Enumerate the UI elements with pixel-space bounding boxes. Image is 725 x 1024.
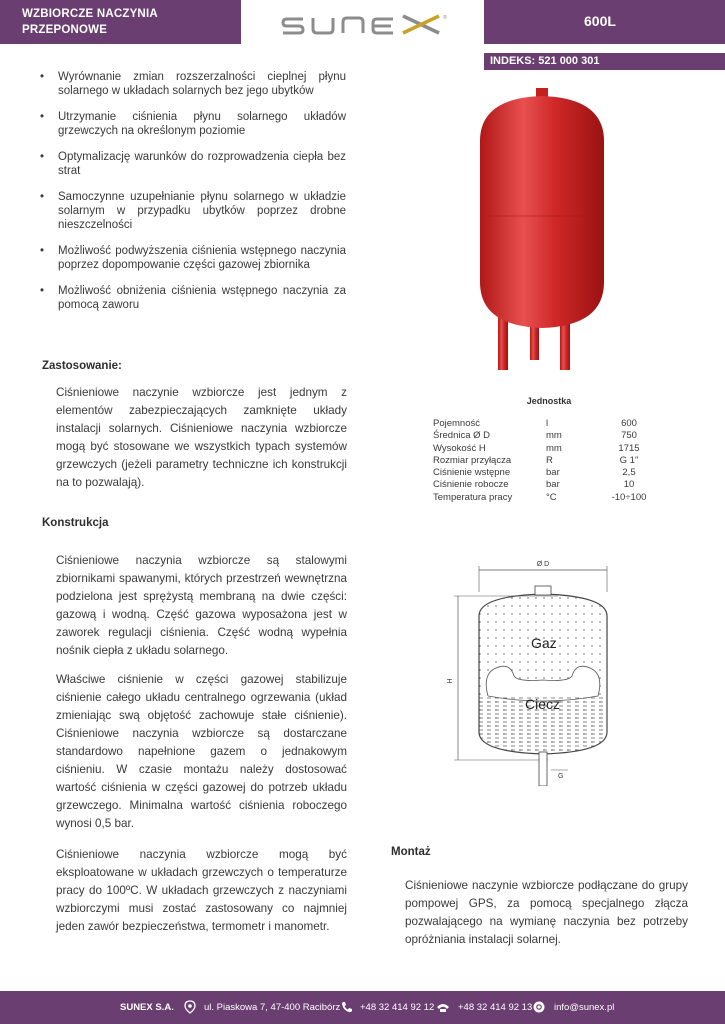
- index-label: INDEKS: 521 000 301: [484, 53, 725, 70]
- fax-icon: [436, 1000, 450, 1014]
- dimension-g-label: G: [558, 773, 564, 780]
- spec-name: Rozmiar przyłącza: [433, 454, 512, 466]
- spec-value: 600: [621, 418, 637, 429]
- spec-row: [433, 492, 654, 504]
- spec-row: [433, 443, 654, 455]
- header-title: [0, 0, 241, 44]
- spec-value: 2,5: [622, 467, 636, 479]
- feature-item: • Możliwość podwyższenia ciśnienia wstępnego naczynia poprzez dopompowanie części gazowej zbiornika: [28, 244, 346, 272]
- spec-table: [433, 418, 654, 504]
- spec-value: 10: [623, 479, 635, 491]
- header-title-line1: WZBIORCZE NACZYNIA: [22, 8, 158, 20]
- spec-row: [433, 418, 654, 430]
- montaz-title: Montaż: [391, 846, 431, 858]
- zastosowanie-text: Ciśnieniowe naczynie wzbiorcze jest jednym z elementów zabezpieczających zamknięte układy instalacji solarnych. Ciśnieniowe naczynia wzbiorcze mogą być stosowane we wszystkich typach systemów grzewczych (jeżeli parametry techniczne ich konstrukcji na to pozwalają).: [56, 386, 347, 489]
- spec-unit: l: [546, 418, 549, 429]
- vessel-diagram: [438, 556, 628, 786]
- feature-list: [28, 70, 346, 324]
- dimension-d-label: Ø D: [536, 561, 550, 568]
- spec-unit: bar: [546, 467, 560, 479]
- footer-address: ul. Piaskowa 7, 47-400 Racibórz: [204, 1002, 341, 1013]
- feature-item: • Możliwość obniżenia ciśnienia wstępnego naczynia za pomocą zaworu: [28, 284, 346, 312]
- spec-value: 1715: [618, 442, 640, 454]
- konstrukcja-paragraph: Ciśnieniowe naczynia wzbiorcze są stalowymi zbiornikami spawanymi, których przestrzeń wewnętrzna podzielona jest sprężystą membraną na dwie części: gazową i wodną. Część gazowa wyposażona jest w zaworek regulacji ciśnienia. Część wodną wypełnia nośnik ciepła z układu solarnego.: [56, 554, 347, 657]
- dimension-h-label: H: [447, 678, 454, 684]
- liquid-label: Ciecz: [525, 696, 561, 712]
- footer-phone[interactable]: +48 32 414 92 12: [360, 1002, 435, 1013]
- montaz-text: Ciśnieniowe naczynie wzbiorcze podłączane do grupy pompowej GPS, za pomocą specjalnego złącza pozwalającego na wymianę naczynia bez potrzeby opróżniania instalacji solarnej.: [405, 879, 688, 946]
- feature-item: • Samoczynne uzupełnianie płynu solarnego w układzie solarnym w przypadku ubytków poprzez drobne nieszczelności: [28, 190, 346, 232]
- feature-item: • Optymalizację warunków do rozprowadzenia ciepła bez strat: [28, 150, 346, 178]
- spec-unit: mm: [546, 442, 562, 454]
- spec-unit: mm: [546, 430, 562, 442]
- model-label: 600L: [484, 0, 725, 44]
- spec-name: Ciśnienie wstępne: [433, 467, 511, 479]
- konstrukcja-paragraph: Ciśnieniowe naczynia wzbiorcze mogą być eksploatowane w układach grzewczych o temperaturze pracy do 100ºC. W układach grzewczych z naczyniami wzbiorczymi musi zostać zastosowany co najmniej jeden zawór bezpieczeństwa, termometr i manometr.: [56, 848, 347, 933]
- spec-name: Średnica Ø D: [433, 430, 491, 442]
- spec-value: 750: [621, 430, 637, 442]
- spec-unit: bar: [546, 479, 560, 491]
- feature-item: • Utrzymanie ciśnienia płynu solarnego układów grzewczych na określonym poziomie: [28, 110, 346, 138]
- spec-name: Temperatura pracy: [433, 491, 513, 503]
- header-title-line2: PRZEPONOWE: [22, 24, 108, 36]
- spec-row: [433, 455, 654, 467]
- zastosowanie-title: Zastosowanie:: [42, 360, 122, 372]
- spec-unit: R: [546, 454, 553, 466]
- location-icon: [183, 1000, 197, 1014]
- svg-text:®: ®: [443, 15, 447, 21]
- spec-row: [433, 467, 654, 479]
- konstrukcja-title: Konstrukcja: [42, 517, 109, 529]
- spec-unit: °C: [546, 491, 557, 503]
- sunex-logo: [281, 12, 451, 36]
- spec-name: Ciśnienie robocze: [433, 479, 509, 491]
- phone-icon: [340, 1000, 354, 1014]
- spec-value: -10÷100: [611, 491, 647, 503]
- email-icon: [532, 1000, 546, 1014]
- footer-email[interactable]: info@sunex.pl: [554, 1002, 615, 1013]
- spec-name: Pojemność: [433, 418, 480, 429]
- spec-unit-header: Jednostka: [526, 396, 572, 406]
- footer-fax[interactable]: +48 32 414 92 13: [458, 1002, 533, 1013]
- gas-label: Gaz: [531, 635, 557, 651]
- spec-row: [433, 479, 654, 491]
- vessel-image: [468, 86, 618, 376]
- footer: [0, 991, 725, 1024]
- spec-name: Wysokość H: [433, 442, 486, 454]
- spec-row: [433, 430, 654, 442]
- spec-value: G 1": [619, 454, 639, 466]
- feature-item: • Wyrównanie zmian rozszerzalności cieplnej płynu solarnego w układach solarnych bez jego ubytków: [28, 70, 346, 98]
- footer-company: SUNEX S.A.: [120, 1002, 174, 1013]
- konstrukcja-paragraph: Właściwe ciśnienie w części gazowej stabilizuje ciśnienie całego układu centralnego ogrzewania (układ zmieniając swą objętość zachowuje stałe ciśnienie). Ciśnieniowe naczynia wzbiorcze są dostarczane standardowo napełnione gazem o jednakowym ciśnieniu. W czasie montażu należy dostosować wartość ciśnienia w części gazowej do potrzeb układu grzewczego. Minimalna wartość ciśnienia roboczego wynosi 0,5 bar.: [56, 673, 347, 830]
